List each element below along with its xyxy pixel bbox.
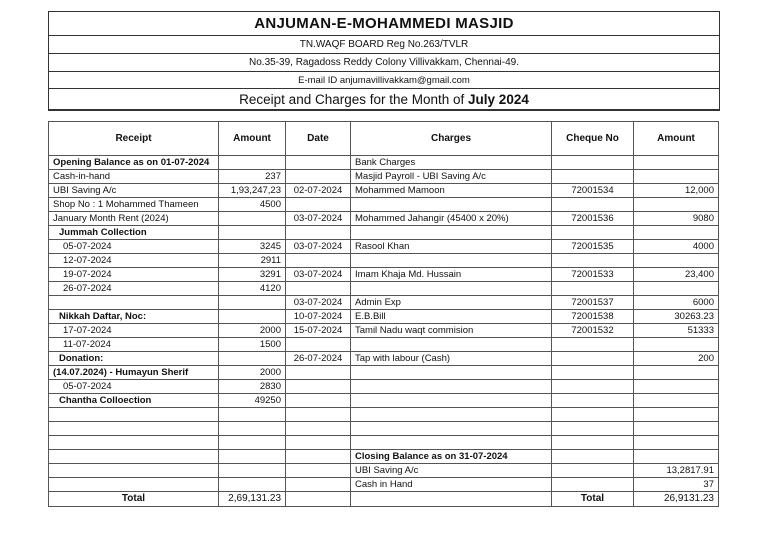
col-receipt: Receipt [49,122,219,156]
cell-date [286,449,351,463]
cell-amount2 [634,156,719,170]
statement-prefix: Receipt and Charges for the Month of [239,92,469,107]
cell-date [286,394,351,408]
total-label: Total [49,491,219,506]
document-header [48,11,720,111]
cell-cheque [552,254,634,268]
cell-receipt [49,296,219,310]
cell-receipt [49,435,219,449]
cell-amount2: 4000 [634,240,719,254]
cell-charges: Tap with labour (Cash) [351,352,552,366]
cell-cheque [552,435,634,449]
cell-cheque [552,282,634,296]
cell-charges: Closing Balance as on 31-07-2024 [351,449,552,463]
statement-title [49,89,719,111]
cell-date: 15-07-2024 [286,324,351,338]
table-body [49,156,719,507]
cell-date [286,366,351,380]
table-row [49,463,719,477]
masjid-title: ANJUMAN-E-MOHAMMEDI MASJID [49,12,719,36]
address: No.35-39, Ragadoss Reddy Colony Villivakkam, Chennai-49. [49,54,719,72]
cell-amount [219,156,286,170]
cell-amount2 [634,421,719,435]
cell-amount2: 30263.23 [634,310,719,324]
table-row [49,268,719,282]
cell-charges: Masjid Payroll - UBI Saving A/c [351,170,552,184]
cell-receipt: 11-07-2024 [49,338,219,352]
cell-amount [219,435,286,449]
cell-date: 03-07-2024 [286,240,351,254]
cell-receipt: Jummah Collection [49,226,219,240]
col-date: Date [286,122,351,156]
table-row [49,156,719,170]
cell-receipt: (14.07.2024) - Humayun Sherif [49,366,219,380]
cell-amount [219,226,286,240]
receipt-charges-table [48,121,719,507]
cell-date [286,463,351,477]
cell-cheque [552,156,634,170]
cell-receipt: 05-07-2024 [49,380,219,394]
cell-amount [219,352,286,366]
table-row [49,435,719,449]
cell-date: 03-07-2024 [286,296,351,310]
cell-cheque [552,463,634,477]
cell-cheque [552,338,634,352]
cell-date: 02-07-2024 [286,184,351,198]
cell-amount: 2000 [219,324,286,338]
cell-amount2 [634,282,719,296]
total-amount-2: 26,9131.23 [634,491,719,506]
cell-date [286,282,351,296]
cell-charges: Rasool Khan [351,240,552,254]
cell-charges [351,198,552,212]
cell-cheque [552,170,634,184]
cell-amount [219,421,286,435]
cell-receipt: Shop No : 1 Mohammed Thameen [49,198,219,212]
cell-cheque: 72001534 [552,184,634,198]
cell-receipt: UBI Saving A/c [49,184,219,198]
cell-amount: 3245 [219,240,286,254]
table-row [49,254,719,268]
table-row [49,282,719,296]
cell-charges: Mohammed Mamoon [351,184,552,198]
cell-amount2 [634,338,719,352]
cell-receipt: 12-07-2024 [49,254,219,268]
table-row [49,198,719,212]
cell-cheque [552,421,634,435]
cell-amount [219,408,286,422]
cell-amount [219,477,286,491]
cell-charges: UBI Saving A/c [351,463,552,477]
cell-amount2 [634,170,719,184]
table-row [49,226,719,240]
cell-receipt: 05-07-2024 [49,240,219,254]
cell-charges: Cash in Hand [351,477,552,491]
cell-receipt: Nikkah Daftar, Noc: [49,310,219,324]
cell-amount2: 200 [634,352,719,366]
cell-receipt [49,477,219,491]
cell-date [286,408,351,422]
cell-charges: Tamil Nadu waqt commision [351,324,552,338]
total-empty-date [286,491,351,506]
col-charges: Charges [351,122,552,156]
cell-date [286,477,351,491]
cell-charges: Imam Khaja Md. Hussain [351,268,552,282]
cell-cheque [552,394,634,408]
table-row [49,296,719,310]
cell-charges [351,282,552,296]
col-cheque-no: Cheque No [552,122,634,156]
cell-receipt: 19-07-2024 [49,268,219,282]
cell-amount2 [634,394,719,408]
cell-date: 26-07-2024 [286,352,351,366]
cell-cheque: 72001536 [552,212,634,226]
cell-amount2 [634,380,719,394]
cell-receipt [49,463,219,477]
cell-charges [351,338,552,352]
cell-charges [351,366,552,380]
col-amount: Amount [219,122,286,156]
cell-charges [351,421,552,435]
cell-receipt: 17-07-2024 [49,324,219,338]
cell-amount2 [634,226,719,240]
table-row [49,310,719,324]
email: E-mail ID anjumavillivakkam@gmail.com [49,72,719,89]
cell-date [286,421,351,435]
cell-amount2: 23,400 [634,268,719,282]
cell-date [286,226,351,240]
cell-charges: Bank Charges [351,156,552,170]
cell-date [286,380,351,394]
cell-receipt: 26-07-2024 [49,282,219,296]
total-label-2: Total [552,491,634,506]
cell-cheque [552,366,634,380]
cell-amount2: 12,000 [634,184,719,198]
table-header-row [49,122,719,156]
cell-amount2 [634,198,719,212]
cell-date [286,156,351,170]
cell-amount: 4120 [219,282,286,296]
cell-amount: 2000 [219,366,286,380]
cell-charges: E.B.Bill [351,310,552,324]
cell-receipt: Opening Balance as on 01-07-2024 [49,156,219,170]
cell-cheque [552,408,634,422]
cell-amount [219,310,286,324]
total-amount: 2,69,131.23 [219,491,286,506]
table-row [49,366,719,380]
cell-cheque: 72001532 [552,324,634,338]
cell-cheque [552,198,634,212]
cell-cheque: 72001537 [552,296,634,310]
cell-amount: 1500 [219,338,286,352]
table-row [49,324,719,338]
cell-amount2 [634,408,719,422]
cell-date [286,198,351,212]
registration-number: TN.WAQF BOARD Reg No.263/TVLR [49,36,719,54]
cell-cheque [552,352,634,366]
table-row [49,421,719,435]
table-row [49,394,719,408]
cell-amount: 237 [219,170,286,184]
cell-amount2: 9080 [634,212,719,226]
cell-receipt [49,408,219,422]
cell-charges [351,408,552,422]
cell-date: 10-07-2024 [286,310,351,324]
cell-charges [351,226,552,240]
cell-amount2: 51333 [634,324,719,338]
cell-amount [219,296,286,310]
cell-amount [219,463,286,477]
table-row [49,170,719,184]
table-row [49,240,719,254]
cell-receipt [49,449,219,463]
cell-amount [219,449,286,463]
table-row [49,477,719,491]
cell-charges [351,394,552,408]
cell-amount [219,212,286,226]
table-row [49,212,719,226]
statement-month: July 2024 [468,92,529,107]
total-empty-charges [351,491,552,506]
col-amount-2: Amount [634,122,719,156]
cell-date [286,435,351,449]
cell-amount2: 6000 [634,296,719,310]
cell-receipt [49,421,219,435]
cell-receipt: Cash-in-hand [49,170,219,184]
table-row [49,380,719,394]
cell-amount: 49250 [219,394,286,408]
cell-amount: 3291 [219,268,286,282]
table-row [49,184,719,198]
cell-cheque: 72001535 [552,240,634,254]
cell-cheque [552,449,634,463]
cell-charges [351,435,552,449]
cell-date: 03-07-2024 [286,212,351,226]
cell-amount2 [634,435,719,449]
cell-amount2 [634,366,719,380]
table-row [49,408,719,422]
table-row [49,352,719,366]
cell-charges [351,254,552,268]
cell-cheque: 72001533 [552,268,634,282]
cell-amount2 [634,254,719,268]
cell-receipt: Chantha Colloection [49,394,219,408]
cell-amount: 2830 [219,380,286,394]
cell-amount2 [634,449,719,463]
cell-amount2: 13,2817.91 [634,463,719,477]
cell-date [286,254,351,268]
cell-amount2: 37 [634,477,719,491]
totals-row [49,491,719,506]
cell-receipt: Donation: [49,352,219,366]
cell-receipt: January Month Rent (2024) [49,212,219,226]
cell-amount: 4500 [219,198,286,212]
cell-charges [351,380,552,394]
cell-date [286,170,351,184]
cell-date [286,338,351,352]
cell-amount: 1,93,247,23 [219,184,286,198]
cell-charges: Admin Exp [351,296,552,310]
cell-cheque [552,477,634,491]
table-row [49,338,719,352]
cell-amount: 2911 [219,254,286,268]
cell-charges: Mohammed Jahangir (45400 x 20%) [351,212,552,226]
table-row [49,449,719,463]
cell-cheque [552,226,634,240]
cell-cheque: 72001538 [552,310,634,324]
cell-cheque [552,380,634,394]
cell-date: 03-07-2024 [286,268,351,282]
